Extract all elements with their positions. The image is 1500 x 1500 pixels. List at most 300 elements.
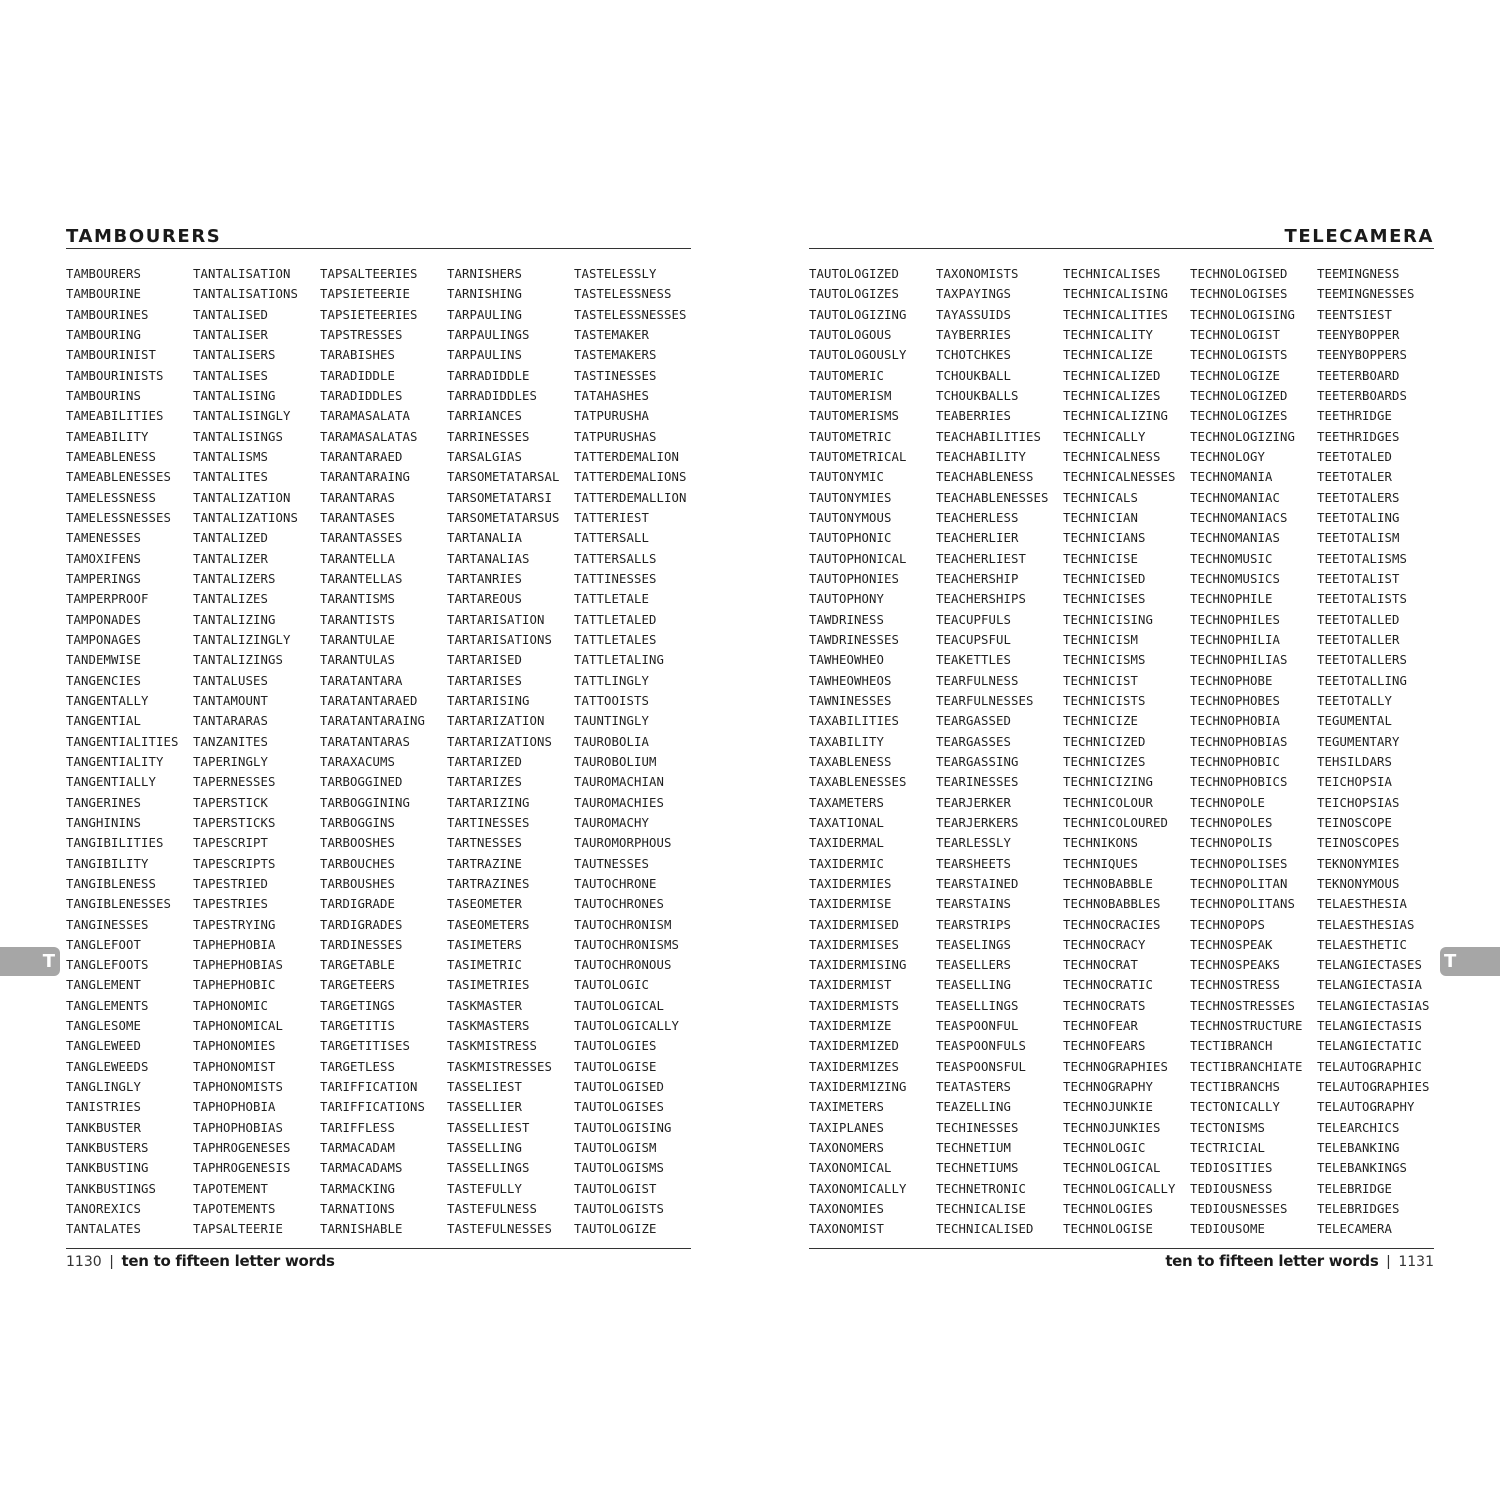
word-entry: TEETOTALLING (1317, 673, 1408, 688)
word-entry: TAUTOPHONY (809, 592, 885, 607)
word-entry: TEARSTAINS (936, 897, 1012, 912)
word-entry: TECHNOCRACY (1063, 937, 1146, 952)
word-entry: TAUROBOLIUM (574, 754, 657, 769)
page-number: 1131 (1398, 1254, 1434, 1270)
word-entry: TARTARISATION (447, 612, 545, 627)
word-entry: TARANTELLAS (320, 571, 403, 586)
word-entry: TEACHERLESS (936, 510, 1019, 525)
word-entry: TANGLEFOOTS (66, 958, 149, 973)
word-entry: TASSELLING (447, 1141, 523, 1156)
word-entry: TECHNOPHILIAS (1190, 653, 1288, 668)
word-entry: TEATASTERS (936, 1080, 1012, 1095)
word-entry: TAUTONYMOUS (809, 510, 892, 525)
word-entry: TANGENTIALITIES (66, 734, 179, 749)
word-entry: TAXAMETERS (809, 795, 885, 810)
word-entry: TEASPOONSFUL (936, 1059, 1027, 1074)
word-entry: TARRIANCES (447, 409, 523, 424)
word-entry: TECHNICISING (1063, 612, 1154, 627)
word-column (1063, 264, 1190, 1240)
word-entry: TANTALIZINGS (193, 653, 284, 668)
word-entry: TANGENTIALLY (66, 775, 157, 790)
word-entry: TARAMASALATA (320, 409, 411, 424)
footer-separator: | (109, 1253, 114, 1270)
word-entry: TANTALIZATION (193, 490, 291, 505)
word-entry: TARATANTARA (320, 673, 403, 688)
word-entry: TAXIDERMISED (809, 917, 900, 932)
word-entry: TECHNOBABBLES (1063, 897, 1161, 912)
word-entry: TANKBUSTING (66, 1161, 149, 1176)
word-entry: TAUTOMERISMS (809, 409, 900, 424)
word-entry: TARBOGGINING (320, 795, 411, 810)
word-entry: TANTALIZATIONS (193, 510, 299, 525)
word-entry: TAXIPLANES (809, 1120, 885, 1135)
word-entry: TANTALISMS (193, 449, 269, 464)
left-page (66, 0, 691, 1500)
word-entry: TECTONICALLY (1190, 1100, 1281, 1115)
word-entry: TARGETINGS (320, 998, 396, 1013)
word-entry: TANGLEMENTS (66, 998, 149, 1013)
word-entry: TELAUTOGRAPHIC (1317, 1059, 1423, 1074)
word-entry: TAXONOMISTS (936, 267, 1019, 281)
word-entry: TAMBOURERS (66, 267, 142, 281)
word-entry: TARBOUSHES (320, 876, 396, 891)
word-entry: TAUTOMETRICAL (809, 449, 907, 464)
word-entry: TAXIDERMISE (809, 897, 892, 912)
word-entry: TANKBUSTER (66, 1120, 142, 1135)
word-entry: TANKBUSTINGS (66, 1181, 157, 1196)
word-entry: TECHNOPOLES (1190, 815, 1273, 830)
word-entry: TEASELLING (936, 978, 1012, 993)
word-entry: TARRADIDDLE (447, 368, 530, 383)
word-entry: TECHNOGRAPHY (1063, 1080, 1154, 1095)
word-entry: TEACHERSHIPS (936, 592, 1027, 607)
word-entry: TARNISHING (447, 287, 523, 302)
word-entry: TAPHROGENESIS (193, 1161, 291, 1176)
word-entry: TASTELESSNESSES (574, 307, 687, 322)
word-entry: TAXONOMICAL (809, 1161, 892, 1176)
word-entry: TECHNOLOGISES (1190, 287, 1288, 302)
word-entry: TECHNOCRATS (1063, 998, 1146, 1013)
word-entry: TASTEMAKERS (574, 348, 657, 363)
word-entry: TECHNOMANIAS (1190, 531, 1281, 546)
word-entry: TECHNIKONS (1063, 836, 1139, 851)
word-entry: TAUTOCHRONISMS (574, 937, 680, 952)
word-entry: TASEOMETERS (447, 917, 530, 932)
word-entry: TARDIGRADES (320, 917, 403, 932)
word-entry: TECHNICIAN (1063, 510, 1139, 525)
word-entry: TARSOMETATARSUS (447, 510, 560, 525)
word-entry: TAXABILITIES (809, 714, 900, 729)
word-entry: TEACUPFULS (936, 612, 1012, 627)
word-entry: TASEOMETER (447, 897, 523, 912)
word-entry: TEENYBOPPERS (1317, 348, 1408, 363)
word-entry: TAUTOCHRONISM (574, 917, 672, 932)
word-entry: TECHNOLOGIZE (1190, 368, 1281, 383)
word-entry: TEASELLINGS (936, 998, 1019, 1013)
word-entry: TAYASSUIDS (936, 307, 1012, 322)
word-entry: TANGERINES (66, 795, 142, 810)
word-entry: TAMELESSNESSES (66, 510, 172, 525)
word-entry: TANTALIZING (193, 612, 276, 627)
word-entry: TEICHOPSIA (1317, 775, 1393, 790)
word-entry: TAYBERRIES (936, 327, 1012, 342)
word-entry: TATTLETALING (574, 653, 665, 668)
word-entry: TANGLEMENT (66, 978, 142, 993)
word-column (66, 264, 193, 1240)
word-entry: TEDIOSITIES (1190, 1161, 1273, 1176)
word-entry: TATTERDEMALIONS (574, 470, 687, 485)
word-entry: TAPERSTICK (193, 795, 269, 810)
word-entry: TARTARISATIONS (447, 632, 553, 647)
word-entry: TARANTISMS (320, 592, 396, 607)
word-entry: TAUTOLOGOUSLY (809, 348, 907, 363)
word-entry: TARTNESSES (447, 836, 523, 851)
word-entry: TAUTOLOGISTS (574, 1202, 665, 1217)
word-entry: TAPOTEMENTS (193, 1202, 276, 1217)
word-entry: TASIMETRIES (447, 978, 530, 993)
word-entry: TANTALITES (193, 470, 269, 485)
word-entry: TECHNOLOGICALLY (1063, 1181, 1176, 1196)
word-entry: TARGETEERS (320, 978, 396, 993)
word-entry: TEARINESSES (936, 775, 1019, 790)
word-entry: TANTALISERS (193, 348, 276, 363)
word-entry: TELEBANKINGS (1317, 1161, 1408, 1176)
word-entry: TECHNICALIZED (1063, 368, 1161, 383)
word-entry: TECHNOSPEAKS (1190, 958, 1281, 973)
word-entry: TAUTOLOGISE (574, 1059, 657, 1074)
word-entry: TAUTNESSES (574, 856, 650, 871)
word-entry: TANTALISED (193, 307, 269, 322)
word-entry: TAPESTRIED (193, 876, 269, 891)
word-entry: TECHNOMANIACS (1190, 510, 1288, 525)
word-entry: TAPHOPHOBIA (193, 1100, 276, 1115)
word-entry: TARANTARAING (320, 470, 411, 485)
word-entry: TANGIBILITIES (66, 836, 164, 851)
word-entry: TELAUTOGRAPHY (1317, 1100, 1415, 1115)
word-entry: TASKMISTRESSES (447, 1059, 553, 1074)
word-entry: TANGIBLENESSES (66, 897, 172, 912)
page-footer (809, 1251, 1434, 1271)
word-entry: TECHNOMANIA (1190, 470, 1273, 485)
word-entry: TARANTELLA (320, 551, 396, 566)
word-entry: TARGETABLE (320, 958, 396, 973)
word-entry: TECHNOPHILIA (1190, 632, 1281, 647)
word-entry: TARAMASALATAS (320, 429, 418, 444)
word-entry: TANTALIZER (193, 551, 269, 566)
word-entry: TECHNICISTS (1063, 693, 1146, 708)
word-entry: TELECAMERA (1317, 1222, 1393, 1237)
word-entry: TEKNONYMOUS (1317, 876, 1400, 891)
word-entry: TARGETITIS (320, 1019, 396, 1034)
word-entry: TAPHONOMISTS (193, 1080, 284, 1095)
word-entry: TARMACADAM (320, 1141, 396, 1156)
word-entry: TARANTISTS (320, 612, 396, 627)
word-entry: TECHNICOLOURED (1063, 815, 1169, 830)
word-entry: TAPHONOMIES (193, 1039, 276, 1054)
word-entry: TECHNOSPEAK (1190, 937, 1273, 952)
thumb-index-tab (1440, 947, 1500, 976)
word-entry: TECHNICALISES (1063, 267, 1161, 281)
word-entry: TAMEABLENESSES (66, 470, 172, 485)
word-entry: TARTRAZINES (447, 876, 530, 891)
word-entry: TEAKETTLES (936, 653, 1012, 668)
word-entry: TECHNICALNESSES (1063, 470, 1176, 485)
word-entry: TATPURUSHA (574, 409, 650, 424)
word-entry: TAUTOLOGIZES (809, 287, 900, 302)
word-entry: TANKBUSTERS (66, 1141, 149, 1156)
word-entry: TARTARIZED (447, 754, 523, 769)
word-entry: TAUTOLOGISES (574, 1100, 665, 1115)
word-entry: TAMBOURINS (66, 388, 142, 403)
word-entry: TARNISHABLE (320, 1222, 403, 1237)
word-entry: TANGENTIAL (66, 714, 142, 729)
word-entry: TEAZELLING (936, 1100, 1012, 1115)
word-entry: TASTEFULNESS (447, 1202, 538, 1217)
word-entry: TEDIOUSNESS (1190, 1181, 1273, 1196)
word-entry: TAUTOCHRONES (574, 897, 665, 912)
word-entry: TANTALATES (66, 1222, 142, 1237)
word-entry: TAPESCRIPTS (193, 856, 276, 871)
word-entry: TANTARARAS (193, 714, 269, 729)
word-column (1317, 264, 1444, 1240)
word-entry: TECHNOJUNKIE (1063, 1100, 1154, 1115)
word-column (447, 264, 574, 1240)
word-entry: TARGETITISES (320, 1039, 411, 1054)
word-entry: TASTELESSLY (574, 267, 657, 281)
word-entry: TECHNICIZE (1063, 714, 1139, 729)
word-entry: TATAHASHES (574, 388, 650, 403)
word-entry: TEARLESSLY (936, 836, 1012, 851)
word-entry: TECHNICISED (1063, 571, 1146, 586)
word-entry: TECHNOGRAPHIES (1063, 1059, 1169, 1074)
footer-title: ten to fifteen letter words (121, 1252, 335, 1270)
word-entry: TAUTOLOGIST (574, 1181, 657, 1196)
word-entry: TEARJERKER (936, 795, 1012, 810)
word-entry: TEETHRIDGE (1317, 409, 1393, 424)
word-entry: TELANGIECTASIS (1317, 1019, 1423, 1034)
word-entry: TAPSIETEERIES (320, 307, 418, 322)
word-entry: TECHNOCRAT (1063, 958, 1139, 973)
word-entry: TEENTSIEST (1317, 307, 1393, 322)
word-entry: TAUTOPHONIES (809, 571, 900, 586)
word-entry: TAUROMORPHOUS (574, 836, 672, 851)
word-entry: TARADIDDLES (320, 388, 403, 403)
word-entry: TAPSTRESSES (320, 327, 403, 342)
word-entry: TARTANALIAS (447, 551, 530, 566)
word-entry: TEGUMENTAL (1317, 714, 1393, 729)
word-entry: TARPAULINS (447, 348, 523, 363)
word-entry: TANTALISATIONS (193, 287, 299, 302)
word-entry: TELAUTOGRAPHIES (1317, 1080, 1430, 1095)
word-entry: TELAESTHESIA (1317, 897, 1408, 912)
word-entry: TEASELLERS (936, 958, 1012, 973)
thumb-tab-letter: T (42, 951, 55, 972)
word-entry: TARPAULINGS (447, 327, 530, 342)
word-entry: TECHNICIZING (1063, 775, 1154, 790)
word-column (1190, 264, 1317, 1240)
word-column (320, 264, 447, 1240)
word-column (809, 264, 936, 1240)
word-entry: TECHNICALNESS (1063, 449, 1161, 464)
word-entry: TAMPONAGES (66, 632, 142, 647)
word-entry: TANTALISING (193, 388, 276, 403)
word-entry: TAPERINGLY (193, 754, 269, 769)
word-entry: TEACHERSHIP (936, 571, 1019, 586)
word-entry: TECHNICALITIES (1063, 307, 1169, 322)
word-entry: TARANTASES (320, 510, 396, 525)
word-entry: TECHNOPHOBICS (1190, 775, 1288, 790)
word-entry: TAPHROGENESES (193, 1141, 291, 1156)
word-entry: TAMEABILITY (66, 429, 149, 444)
word-entry: TAUTOLOGICALLY (574, 1019, 680, 1034)
word-entry: TATPURUSHAS (574, 429, 657, 444)
word-entry: TEASPOONFUL (936, 1019, 1019, 1034)
word-entry: TAMBOURINISTS (66, 368, 164, 383)
word-entry: TASIMETERS (447, 937, 523, 952)
word-entry: TECHNOFEARS (1063, 1039, 1146, 1054)
word-entry: TARDINESSES (320, 937, 403, 952)
word-entry: TECHNICISE (1063, 551, 1139, 566)
word-entry: TECHNICALIZE (1063, 348, 1154, 363)
word-entry: TANTALIZED (193, 531, 269, 546)
word-entry: TEENYBOPPER (1317, 327, 1400, 342)
word-entry: TEACHABLENESSES (936, 490, 1049, 505)
word-entry: TELEBRIDGE (1317, 1181, 1393, 1196)
word-entry: TEACHERLIER (936, 531, 1019, 546)
word-entry: TANISTRIES (66, 1100, 142, 1115)
word-entry: TAUTOLOGIES (574, 1039, 657, 1054)
word-entry: TECHNOPHOBIC (1190, 754, 1281, 769)
word-entry: TECHNOPOLE (1190, 795, 1266, 810)
word-entry: TAUTOPHONICAL (809, 551, 907, 566)
word-entry: TEDIOUSNESSES (1190, 1202, 1288, 1217)
word-entry: TAWHEOWHEOS (809, 673, 892, 688)
word-entry: TAUROMACHY (574, 815, 650, 830)
word-entry: TECHNICIST (1063, 673, 1139, 688)
word-entry: TECHNOBABBLE (1063, 876, 1154, 891)
word-entry: TEHSILDARS (1317, 754, 1393, 769)
word-entry: TASTELESSNESS (574, 287, 672, 302)
word-entry: TAUTOMETRIC (809, 429, 892, 444)
word-entry: TANGLESOME (66, 1019, 142, 1034)
word-entry: TECHNICISES (1063, 592, 1146, 607)
word-entry: TAXIDERMISES (809, 937, 900, 952)
word-entry: TEARSHEETS (936, 856, 1012, 871)
word-entry: TAPHEPHOBIA (193, 937, 276, 952)
word-entry: TAUTOPHONIC (809, 531, 892, 546)
word-entry: TEABERRIES (936, 409, 1012, 424)
word-entry: TECHNICALISING (1063, 287, 1169, 302)
word-entry: TANGINESSES (66, 917, 149, 932)
word-entry: TCHOUKBALL (936, 368, 1012, 383)
word-entry: TARTARIZATION (447, 714, 545, 729)
word-entry: TECHNICALISED (936, 1222, 1034, 1237)
word-entry: TASKMISTRESS (447, 1039, 538, 1054)
word-entry: TARIFFLESS (320, 1120, 396, 1135)
word-entry: TANDEMWISE (66, 653, 142, 668)
word-entry: TAUTOMERISM (809, 388, 892, 403)
word-entry: TELANGIECTASIAS (1317, 998, 1430, 1013)
word-entry: TECHNICALITY (1063, 327, 1154, 342)
word-entry: TAUTOMERIC (809, 368, 885, 383)
word-entry: TAUNTINGLY (574, 714, 650, 729)
word-entry: TASTINESSES (574, 368, 657, 383)
word-entry: TECHNIQUES (1063, 856, 1139, 871)
word-entry: TASSELLIER (447, 1100, 523, 1115)
word-entry: TECHNICIZED (1063, 734, 1146, 749)
word-entry: TASTEFULLY (447, 1181, 523, 1196)
word-entry: TAXIDERMIZING (809, 1080, 907, 1095)
word-entry: TECHNOPOLITANS (1190, 897, 1296, 912)
word-entry: TECHNOPHOBE (1190, 673, 1273, 688)
word-entry: TASKMASTER (447, 998, 523, 1013)
word-entry: TAUTOLOGICAL (574, 998, 665, 1013)
word-entry: TARATANTARAED (320, 693, 418, 708)
word-entry: TCHOTCHKES (936, 348, 1012, 363)
word-entry: TECTRICIAL (1190, 1141, 1266, 1156)
word-entry: TAXIDERMIZES (809, 1059, 900, 1074)
word-entry: TATTLETALE (574, 592, 650, 607)
word-entry: TARTRAZINE (447, 856, 523, 871)
word-entry: TAUTOLOGOUS (809, 327, 892, 342)
word-entry: TAUROBOLIA (574, 734, 650, 749)
word-entry: TECHNOPHOBES (1190, 693, 1281, 708)
word-entry: TASIMETRIC (447, 958, 523, 973)
word-entry: TECHNOCRACIES (1063, 917, 1161, 932)
word-entry: TAMPERINGS (66, 571, 142, 586)
word-entry: TECHNOPOLITAN (1190, 876, 1288, 891)
word-entry: TEARSTAINED (936, 876, 1019, 891)
word-entry: TAMBOURINE (66, 287, 142, 302)
word-entry: TAMBOURINES (66, 307, 149, 322)
word-entry: TAPESTRYING (193, 917, 276, 932)
footer-rule (66, 1248, 691, 1249)
word-entry: TECHNICALIZES (1063, 388, 1161, 403)
word-entry: TEEMINGNESSES (1317, 287, 1415, 302)
word-entry: TECHNICALLY (1063, 429, 1146, 444)
word-entry: TAUTOLOGISING (574, 1120, 672, 1135)
word-entry: TAMBOURINIST (66, 348, 157, 363)
word-entry: TECHNOPOLISES (1190, 856, 1288, 871)
word-entry: TEARGASSED (936, 714, 1012, 729)
word-entry: TECHNICOLOUR (1063, 795, 1154, 810)
word-column (193, 264, 320, 1240)
word-entry: TARANTARAS (320, 490, 396, 505)
word-entry: TANGENTIALITY (66, 754, 164, 769)
word-entry: TECHNOJUNKIES (1063, 1120, 1161, 1135)
footer-separator: | (1386, 1253, 1391, 1270)
word-entry: TANTALISINGS (193, 429, 284, 444)
word-entry: TECTIBRANCHIATE (1190, 1059, 1303, 1074)
word-entry: TEETOTALER (1317, 470, 1393, 485)
word-entry: TAPSIETEERIE (320, 287, 411, 302)
word-entry: TECTIBRANCHS (1190, 1080, 1281, 1095)
word-entry: TAPHONOMIST (193, 1059, 276, 1074)
word-entry: TARABISHES (320, 348, 396, 363)
word-entry: TANGHININS (66, 815, 142, 830)
word-entry: TEETOTALISM (1317, 531, 1400, 546)
word-entry: TELEBANKING (1317, 1141, 1400, 1156)
word-entry: TCHOUKBALLS (936, 388, 1019, 403)
word-entry: TAMELESSNESS (66, 490, 157, 505)
word-entry: TEDIOUSOME (1190, 1222, 1266, 1237)
word-entry: TEETOTALLED (1317, 612, 1400, 627)
word-entry: TANTAMOUNT (193, 693, 269, 708)
word-entry: TARRINESSES (447, 429, 530, 444)
word-entry: TARRADIDDLES (447, 388, 538, 403)
word-entry: TEACHABLENESS (936, 470, 1034, 485)
word-entry: TAMEABLENESS (66, 449, 157, 464)
